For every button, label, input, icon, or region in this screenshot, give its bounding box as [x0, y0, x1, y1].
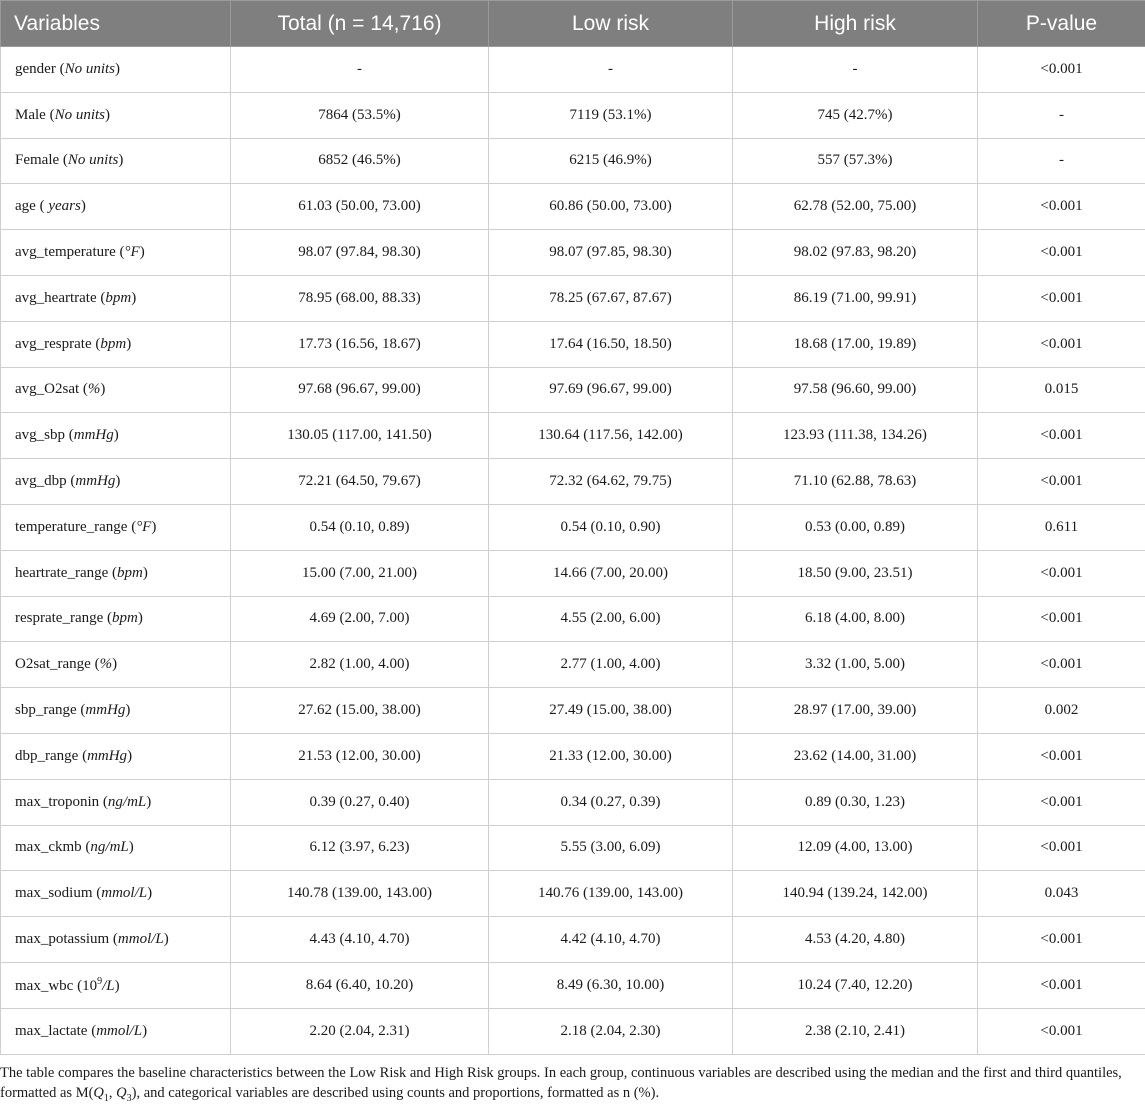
variable-unit: mmHg: [74, 427, 114, 443]
wbc-unit-exponent: 9: [97, 976, 102, 987]
variable-name: sbp_range: [15, 702, 77, 718]
total-cell: 140.78 (139.00, 143.00): [231, 871, 489, 917]
variable-unit: years: [45, 198, 81, 214]
low-risk-cell: 2.18 (2.04, 2.30): [489, 1008, 733, 1054]
footnote-part2: ), and categorical variables are described using counts and proportions, formatted as n (%).: [132, 1085, 659, 1101]
high-risk-cell: 140.94 (139.24, 142.00): [733, 871, 978, 917]
high-risk-cell: 23.62 (14.00, 31.00): [733, 733, 978, 779]
low-risk-cell: 98.07 (97.85, 98.30): [489, 230, 733, 276]
variable-unit: ng/mL: [90, 839, 128, 855]
p-value-cell: 0.043: [978, 871, 1145, 917]
variable-cell: max_sodium (mmol/L): [1, 871, 231, 917]
q3-subscript: 3: [127, 1092, 132, 1103]
variable-unit: No units: [68, 152, 118, 168]
variable-unit: °F: [136, 519, 151, 535]
total-cell: 4.43 (4.10, 4.70): [231, 917, 489, 963]
low-risk-cell: 4.42 (4.10, 4.70): [489, 917, 733, 963]
variable-name: avg_O2sat: [15, 381, 79, 397]
variable-unit: ng/mL: [108, 794, 146, 810]
high-risk-cell: 18.50 (9.00, 23.51): [733, 550, 978, 596]
low-risk-cell: 2.77 (1.00, 4.00): [489, 642, 733, 688]
variable-name: gender: [15, 61, 56, 77]
table-row: [1, 275, 1145, 321]
header-variables: Variables: [1, 1, 231, 47]
variable-unit: No units: [55, 107, 105, 123]
header-row: [1, 1, 1145, 47]
footnote-sep: ,: [109, 1085, 116, 1101]
p-value-cell: <0.001: [978, 275, 1145, 321]
total-cell: 17.73 (16.56, 18.67): [231, 321, 489, 367]
variable-unit: mmHg: [87, 748, 127, 764]
low-risk-cell: 0.34 (0.27, 0.39): [489, 779, 733, 825]
low-risk-cell: 130.64 (117.56, 142.00): [489, 413, 733, 459]
header-total: Total (n = 14,716): [231, 1, 489, 47]
table-row: [1, 230, 1145, 276]
table-row: [1, 688, 1145, 734]
total-cell: 15.00 (7.00, 21.00): [231, 550, 489, 596]
high-risk-cell: 97.58 (96.60, 99.00): [733, 367, 978, 413]
high-risk-cell: 86.19 (71.00, 99.91): [733, 275, 978, 321]
variable-name: avg_temperature: [15, 244, 116, 260]
header-p-value: P-value: [978, 1, 1145, 47]
table-row: [1, 871, 1145, 917]
table-row: [1, 184, 1145, 230]
variable-name: max_potassium: [15, 931, 109, 947]
total-cell: 7864 (53.5%): [231, 92, 489, 138]
table-body: [1, 47, 1145, 1055]
variable-name: Female: [15, 152, 59, 168]
variable-cell: temperature_range (°F): [1, 504, 231, 550]
table-row: [1, 138, 1145, 184]
variable-name: avg_sbp: [15, 427, 65, 443]
total-cell: 0.54 (0.10, 0.89): [231, 504, 489, 550]
p-value-cell: <0.001: [978, 779, 1145, 825]
variable-cell: resprate_range (bpm): [1, 596, 231, 642]
low-risk-cell: 72.32 (64.62, 79.75): [489, 459, 733, 505]
table-row: [1, 321, 1145, 367]
low-risk-cell: 17.64 (16.50, 18.50): [489, 321, 733, 367]
total-cell: 72.21 (64.50, 79.67): [231, 459, 489, 505]
low-risk-cell: 140.76 (139.00, 143.00): [489, 871, 733, 917]
variable-cell: max_lactate (mmol/L): [1, 1008, 231, 1054]
table-row: [1, 596, 1145, 642]
high-risk-cell: 745 (42.7%): [733, 92, 978, 138]
p-value-cell: <0.001: [978, 962, 1145, 1008]
variable-unit: bpm: [100, 336, 126, 352]
p-value-cell: -: [978, 138, 1145, 184]
p-value-cell: <0.001: [978, 733, 1145, 779]
table-row: [1, 779, 1145, 825]
variable-cell: age ( years): [1, 184, 231, 230]
variable-unit: °F: [125, 244, 140, 260]
table-row: [1, 825, 1145, 871]
total-cell: 2.82 (1.00, 4.00): [231, 642, 489, 688]
variable-cell: max_troponin (ng/mL): [1, 779, 231, 825]
table-row: [1, 459, 1145, 505]
variable-unit: %: [100, 656, 113, 672]
total-cell: 61.03 (50.00, 73.00): [231, 184, 489, 230]
variable-name: age: [15, 198, 36, 214]
variable-cell: dbp_range (mmHg): [1, 733, 231, 779]
table-row: [1, 504, 1145, 550]
table-row: [1, 367, 1145, 413]
variable-name: avg_heartrate: [15, 290, 97, 306]
variable-cell: heartrate_range (bpm): [1, 550, 231, 596]
high-risk-cell: 12.09 (4.00, 13.00): [733, 825, 978, 871]
high-risk-cell: 62.78 (52.00, 75.00): [733, 184, 978, 230]
variable-unit: mmHg: [85, 702, 125, 718]
total-cell: 6852 (46.5%): [231, 138, 489, 184]
variable-cell: avg_resprate (bpm): [1, 321, 231, 367]
wbc-unit-base: 10: [82, 978, 97, 994]
total-cell: 2.20 (2.04, 2.31): [231, 1008, 489, 1054]
low-risk-cell: 7119 (53.1%): [489, 92, 733, 138]
variable-cell: gender (No units): [1, 47, 231, 93]
p-value-cell: <0.001: [978, 825, 1145, 871]
variable-name: max_troponin: [15, 794, 99, 810]
low-risk-cell: -: [489, 47, 733, 93]
variable-cell: Male (No units): [1, 92, 231, 138]
variable-cell: avg_O2sat (%): [1, 367, 231, 413]
total-cell: 8.64 (6.40, 10.20): [231, 962, 489, 1008]
total-cell: 0.39 (0.27, 0.40): [231, 779, 489, 825]
total-cell: 4.69 (2.00, 7.00): [231, 596, 489, 642]
p-value-cell: <0.001: [978, 184, 1145, 230]
p-value-cell: <0.001: [978, 413, 1145, 459]
high-risk-cell: 123.93 (111.38, 134.26): [733, 413, 978, 459]
variable-name: O2sat_range: [15, 656, 91, 672]
low-risk-cell: 97.69 (96.67, 99.00): [489, 367, 733, 413]
high-risk-cell: 28.97 (17.00, 39.00): [733, 688, 978, 734]
p-value-cell: <0.001: [978, 1008, 1145, 1054]
variable-name: avg_dbp: [15, 473, 67, 489]
variable-name: heartrate_range: [15, 565, 108, 581]
total-cell: 27.62 (15.00, 38.00): [231, 688, 489, 734]
variable-unit: %: [88, 381, 101, 397]
low-risk-cell: 8.49 (6.30, 10.00): [489, 962, 733, 1008]
p-value-cell: 0.002: [978, 688, 1145, 734]
table-row: [1, 733, 1145, 779]
variable-name: max_ckmb: [15, 839, 82, 855]
p-value-cell: <0.001: [978, 47, 1145, 93]
variable-name: max_wbc: [15, 978, 73, 994]
low-risk-cell: 21.33 (12.00, 30.00): [489, 733, 733, 779]
table-row: [1, 47, 1145, 93]
variable-cell: avg_sbp (mmHg): [1, 413, 231, 459]
variable-unit: mmol/L: [101, 885, 147, 901]
p-value-cell: <0.001: [978, 230, 1145, 276]
variable-unit: No units: [65, 61, 115, 77]
high-risk-cell: 18.68 (17.00, 19.89): [733, 321, 978, 367]
low-risk-cell: 5.55 (3.00, 6.09): [489, 825, 733, 871]
variable-unit: mmol/L: [118, 931, 164, 947]
variable-unit: bpm: [105, 290, 131, 306]
low-risk-cell: 4.55 (2.00, 6.00): [489, 596, 733, 642]
high-risk-cell: -: [733, 47, 978, 93]
table-row: [1, 962, 1145, 1008]
p-value-cell: -: [978, 92, 1145, 138]
variable-unit: bpm: [112, 610, 138, 626]
table-row: [1, 550, 1145, 596]
p-value-cell: <0.001: [978, 596, 1145, 642]
variable-name: temperature_range: [15, 519, 127, 535]
low-risk-cell: 27.49 (15.00, 38.00): [489, 688, 733, 734]
total-cell: 21.53 (12.00, 30.00): [231, 733, 489, 779]
table-row: [1, 917, 1145, 963]
variable-cell: Female (No units): [1, 138, 231, 184]
high-risk-cell: 71.10 (62.88, 78.63): [733, 459, 978, 505]
wbc-unit-rest: /L: [102, 978, 115, 994]
variable-name: max_sodium: [15, 885, 93, 901]
variable-name: avg_resprate: [15, 336, 92, 352]
high-risk-cell: 10.24 (7.40, 12.20): [733, 962, 978, 1008]
total-cell: 130.05 (117.00, 141.50): [231, 413, 489, 459]
low-risk-cell: 60.86 (50.00, 73.00): [489, 184, 733, 230]
high-risk-cell: 2.38 (2.10, 2.41): [733, 1008, 978, 1054]
table-row: [1, 1008, 1145, 1054]
q3-symbol: Q: [116, 1085, 126, 1101]
variable-cell: sbp_range (mmHg): [1, 688, 231, 734]
p-value-cell: <0.001: [978, 917, 1145, 963]
total-cell: 78.95 (68.00, 88.33): [231, 275, 489, 321]
p-value-cell: <0.001: [978, 642, 1145, 688]
variable-name: Male: [15, 107, 46, 123]
low-risk-cell: 0.54 (0.10, 0.90): [489, 504, 733, 550]
low-risk-cell: 78.25 (67.67, 87.67): [489, 275, 733, 321]
variable-name: max_lactate: [15, 1023, 87, 1039]
footnote-part1: The table compares the baseline characteristics between the Low Risk and High Risk groups. In each group, continuous variables are described using the median and the first and third quantiles, formatted as M(: [0, 1065, 1122, 1101]
variable-unit: mmol/L: [96, 1023, 142, 1039]
p-value-cell: 0.015: [978, 367, 1145, 413]
variable-unit: bpm: [117, 565, 143, 581]
low-risk-cell: 14.66 (7.00, 20.00): [489, 550, 733, 596]
high-risk-cell: 0.89 (0.30, 1.23): [733, 779, 978, 825]
p-value-cell: 0.611: [978, 504, 1145, 550]
variable-cell: max_wbc $(10^9/L)$: [1, 962, 231, 1008]
table-row: [1, 642, 1145, 688]
total-cell: 98.07 (97.84, 98.30): [231, 230, 489, 276]
high-risk-cell: 0.53 (0.00, 0.89): [733, 504, 978, 550]
variable-cell: avg_heartrate (bpm): [1, 275, 231, 321]
high-risk-cell: 98.02 (97.83, 98.20): [733, 230, 978, 276]
q1-symbol: Q: [93, 1085, 103, 1101]
total-cell: 97.68 (96.67, 99.00): [231, 367, 489, 413]
header-low-risk: Low risk: [489, 1, 733, 47]
total-cell: 6.12 (3.97, 6.23): [231, 825, 489, 871]
table-row: [1, 92, 1145, 138]
total-cell: -: [231, 47, 489, 93]
variable-name: dbp_range: [15, 748, 78, 764]
p-value-cell: <0.001: [978, 550, 1145, 596]
p-value-cell: <0.001: [978, 321, 1145, 367]
variable-cell: max_potassium (mmol/L): [1, 917, 231, 963]
header-high-risk: High risk: [733, 1, 978, 47]
variable-name: resprate_range: [15, 610, 103, 626]
high-risk-cell: 6.18 (4.00, 8.00): [733, 596, 978, 642]
variable-cell: O2sat_range (%): [1, 642, 231, 688]
high-risk-cell: 4.53 (4.20, 4.80): [733, 917, 978, 963]
variable-cell: avg_temperature (°F): [1, 230, 231, 276]
variable-unit: mmHg: [75, 473, 115, 489]
variable-cell: avg_dbp (mmHg): [1, 459, 231, 505]
q1-subscript: 1: [104, 1092, 109, 1103]
high-risk-cell: 557 (57.3%): [733, 138, 978, 184]
low-risk-cell: 6215 (46.9%): [489, 138, 733, 184]
variable-cell: max_ckmb (ng/mL): [1, 825, 231, 871]
table-row: [1, 413, 1145, 459]
p-value-cell: <0.001: [978, 459, 1145, 505]
high-risk-cell: 3.32 (1.00, 5.00): [733, 642, 978, 688]
